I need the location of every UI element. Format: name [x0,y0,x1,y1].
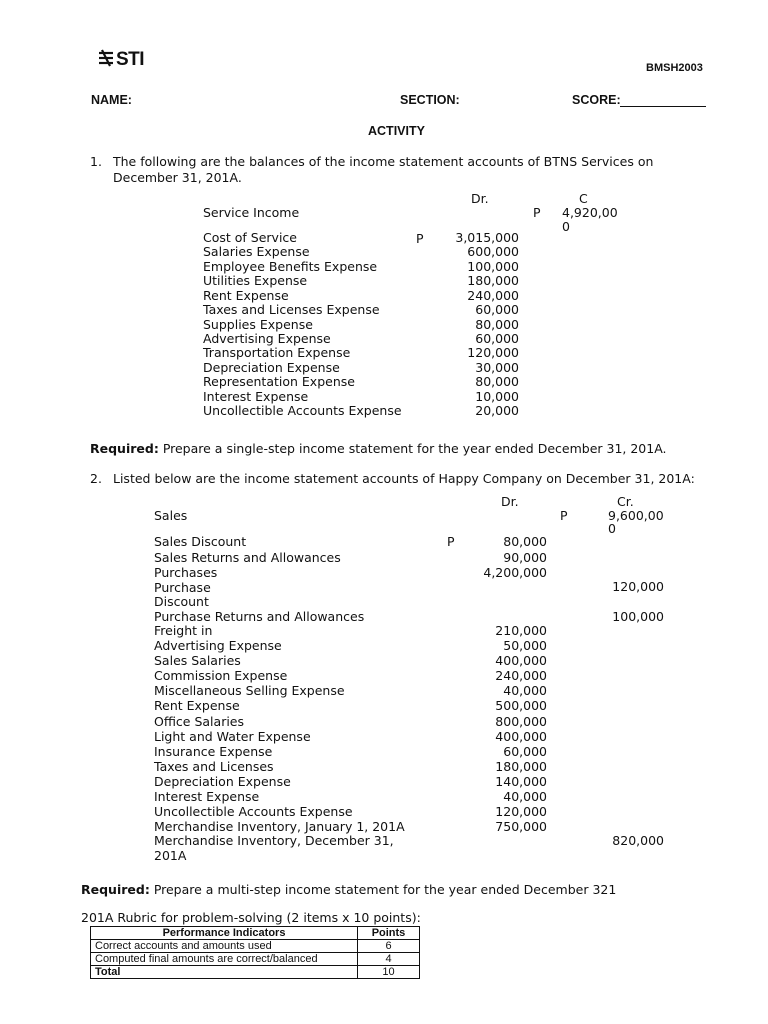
rubric-total-label: Total [91,966,358,979]
q1-intro-line2: December 31, 201A. [113,170,242,185]
q2-account-amount: 240,000 [495,668,547,684]
page-title: ACTIVITY [368,124,425,138]
q2-account-amount: 40,000 [503,683,547,699]
q2-account-amount: 140,000 [495,773,547,789]
q2-cr-header: Cr. [617,494,634,509]
course-code: BMSH2003 [646,62,703,74]
q2-required-text: Prepare a multi-step income statement for the year ended December 321 [153,882,617,897]
logo-mark-icon [97,49,115,67]
q2-account-amount: 210,000 [495,623,547,638]
table-row [91,953,420,966]
rubric-header-row [91,927,420,940]
q2-ending-inventory-amount: 820,000 [612,833,664,848]
q2-account-amounts [460,623,547,834]
q1-expense-labels [203,231,402,418]
q2-account-label: Commission Expense [154,668,288,684]
q2-sales-amount: 9,600,00 [608,508,664,523]
q1-service-income-label: Service Income [203,205,300,220]
q2-sales-returns-amount: 90,000 [503,550,547,565]
q2-account-amount: 400,000 [495,728,547,744]
q2-account-label: Merchandise Inventory, January 1, 201A [154,819,405,835]
q2-account-label: Miscellaneous Selling Expense [154,683,345,699]
q2-sales-label: Sales [154,508,188,523]
q1-expense-amount: 60,000 [475,330,519,346]
q1-expense-label: Taxes and Licenses Expense [203,302,380,318]
rubric-points: 4 [358,953,420,966]
q2-intro: Listed below are the income statement accounts of Happy Company on December 31, 201A: [113,471,695,486]
q2-account-label: Depreciation Expense [154,773,291,789]
q2-account-amount: 800,000 [495,713,547,729]
rubric-indicator: Correct accounts and amounts used [91,940,358,953]
q1-required [90,441,667,456]
q2-sales-discount-amount: 80,000 [503,534,547,549]
q2-ending-inventory-label-wrap: 201A [154,848,187,863]
q1-expense-label: Utilities Expense [203,273,308,289]
table-row [91,966,420,979]
q2-account-amount: 400,000 [495,653,547,669]
q1-expense-label: Depreciation Expense [203,359,340,375]
q2-account-amount: 750,000 [495,819,547,835]
q1-expense-amount: 3,015,000 [455,230,519,245]
sti-logo [97,49,144,71]
q2-account-label: Sales Salaries [154,653,241,669]
q1-expense-label: Advertising Expense [203,330,331,346]
q2-account-amount: 60,000 [503,743,547,759]
q1-expense-amount: 80,000 [475,374,519,390]
q2-account-amount: 40,000 [503,789,547,805]
q1-expense-amount: 100,000 [467,258,519,274]
q1-expense-amount: 60,000 [475,302,519,318]
q2-account-amount: 50,000 [503,638,547,654]
q2-purchase-returns-label: Purchase Returns and Allowances [154,609,365,624]
q1-required-text: Prepare a single-step income statement for the year ended December 31, 201A. [162,441,667,456]
rubric-points: 6 [358,940,420,953]
q2-purchase-discount-amount: 120,000 [612,579,664,594]
q1-expense-amount: 10,000 [475,388,519,404]
q1-intro-line1: The following are the balances of the income statement accounts of BTNS Services on [113,154,654,169]
q1-expense-amount: 20,000 [475,403,519,419]
q2-purchases-label: Purchases [154,565,218,580]
q1-cr-header: C [579,191,588,206]
q1-expense-label: Transportation Expense [203,345,351,361]
q2-sales-discount-peso: P [447,534,455,549]
q1-expense-amount: 30,000 [475,359,519,375]
q1-expense-amounts [430,231,519,418]
q1-expense-amount: 120,000 [467,345,519,361]
rubric-header-points: Points [358,927,420,940]
q2-account-label: Insurance Expense [154,743,273,759]
q1-expense-amount: 180,000 [467,273,519,289]
section-label: SECTION: [400,93,460,107]
q1-expense-label: Representation Expense [203,374,355,390]
rubric-table [90,926,420,979]
q2-account-labels [154,623,405,834]
q2-purchase-returns-amount: 100,000 [612,609,664,624]
table-row [91,940,420,953]
q2-account-label: Freight in [154,623,213,638]
q2-number: 2. [90,471,102,486]
q1-service-income-amount: 4,920,00 [562,205,618,220]
q2-account-amount: 120,000 [495,804,547,820]
q1-expense-label: Rent Expense [203,287,289,303]
q2-purchase-discount-label: Purchase [154,580,211,595]
q2-sales-peso: P [560,508,568,523]
q1-expense-amount: 240,000 [467,287,519,303]
rubric-total-points: 10 [358,966,420,979]
q2-account-label: Taxes and Licenses [154,758,274,774]
q1-required-label: Required: [90,441,159,456]
q2-purchase-discount-label-wrap: Discount [154,594,209,609]
q2-ending-inventory-label: Merchandise Inventory, December 31, [154,833,394,848]
q1-expense-label: Supplies Expense [203,316,313,332]
q2-account-amount: 180,000 [495,758,547,774]
q2-account-label: Uncollectible Accounts Expense [154,804,353,820]
q2-dr-header: Dr. [501,494,519,509]
q1-dr-header: Dr. [471,191,489,206]
q1-expense-label: Interest Expense [203,388,309,404]
q1-expense-label: Employee Benefits Expense [203,258,378,274]
rubric-caption: 201A Rubric for problem-solving (2 items x 10 points): [81,910,421,925]
q2-sales-amount-wrap: 0 [608,521,616,536]
q1-expense-label: Salaries Expense [203,244,310,260]
logo-text: STI [116,49,145,70]
rubric-header-indicator: Performance Indicators [91,927,358,940]
rubric-indicator: Computed final amounts are correct/balanced [91,953,358,966]
q1-service-income-peso: P [533,205,541,220]
q1-expense-amount: 80,000 [475,316,519,332]
q2-required-label: Required: [81,882,150,897]
q1-service-income-amount-wrap: 0 [562,219,570,234]
q2-account-label: Rent Expense [154,698,240,714]
name-label: NAME: [91,93,132,107]
q2-account-label: Interest Expense [154,789,260,805]
score-blank-line [620,106,706,107]
score-label: SCORE: [572,93,621,107]
q1-expense-label: Cost of Service [203,230,297,245]
q2-required [81,882,616,897]
q1-expense-label: Uncollectible Accounts Expense [203,403,402,419]
q1-expense-amount: 600,000 [467,244,519,260]
q2-sales-discount-label: Sales Discount [154,534,247,549]
q2-account-label: Office Salaries [154,713,245,729]
q2-account-amount: 500,000 [495,698,547,714]
q1-number: 1. [90,154,102,169]
q2-purchases-amount: 4,200,000 [483,565,547,580]
q2-account-label: Light and Water Expense [154,728,311,744]
q2-account-label: Advertising Expense [154,638,282,654]
q1-peso-sign: P [416,231,424,246]
q2-sales-returns-label: Sales Returns and Allowances [154,550,341,565]
